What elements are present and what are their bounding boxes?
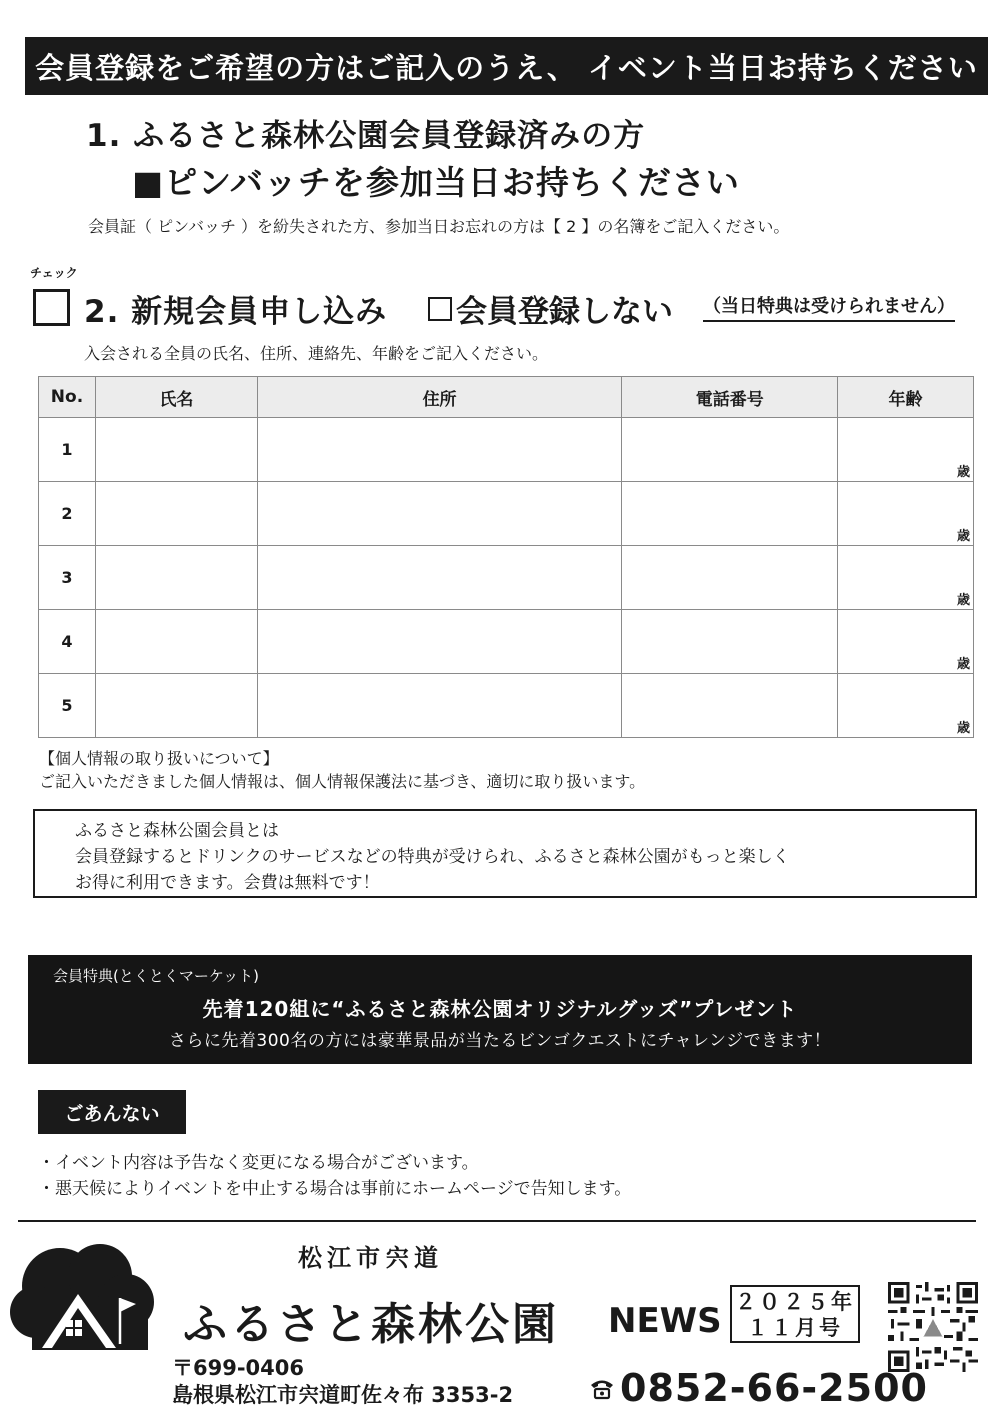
membership-info-line: ふるさと森林公園会員とは	[75, 821, 279, 841]
row-number: 3	[39, 546, 96, 610]
table-row	[39, 610, 974, 674]
issue-month: １１月号	[747, 1316, 843, 1340]
privacy-heading: 【個人情報の取り扱いについて】	[39, 749, 279, 768]
header-no: No.	[39, 377, 96, 418]
town-name: 松江市宍道	[298, 1244, 443, 1272]
benefits-box	[28, 955, 972, 1064]
section1-subtitle: ■ピンバッチを参加当日お持ちください	[132, 163, 740, 202]
name-field[interactable]	[95, 482, 257, 546]
issue-year: ２０２５年	[735, 1290, 855, 1314]
row-number: 2	[39, 482, 96, 546]
section2-title: 2. 新規会員申し込み	[84, 294, 388, 330]
header-phone: 電話番号	[622, 377, 838, 418]
phone-number[interactable]: 0852-66-2500	[620, 1366, 928, 1410]
qr-code-icon[interactable]	[888, 1282, 978, 1372]
name-field[interactable]	[95, 546, 257, 610]
address-field[interactable]	[257, 482, 622, 546]
telephone-icon	[588, 1376, 616, 1402]
header-banner: 会員登録をご希望の方はご記入のうえ、 イベント当日お持ちください	[25, 37, 988, 95]
age-unit: 歳	[956, 657, 970, 672]
phone-field[interactable]	[622, 482, 838, 546]
privacy-body: ご記入いただきました個人情報は、個人情報保護法に基づき、適切に取り扱います。	[39, 772, 646, 791]
guide-item: ・イベント内容は予告なく変更になる場合がございます。	[38, 1153, 479, 1173]
guide-tab: ごあんない	[38, 1090, 186, 1134]
table-header-row	[39, 377, 974, 418]
age-field[interactable]	[838, 482, 974, 546]
age-unit: 歳	[956, 529, 970, 544]
age-field[interactable]	[838, 674, 974, 738]
table-row	[39, 482, 974, 546]
address-field[interactable]	[257, 610, 622, 674]
section1-note: 会員証（ ピンバッチ ）を紛失された方、参加当日お忘れの方は【 2 】の名簿をご記入ください。	[88, 217, 790, 236]
name-field[interactable]	[95, 610, 257, 674]
phone-field[interactable]	[622, 546, 838, 610]
news-label: NEWS	[608, 1301, 722, 1341]
membership-info-line: お得に利用できます。会費は無料です！	[75, 873, 380, 893]
header-name: 氏名	[95, 377, 257, 418]
benefits-line: 先着120組に“ふるさと森林公園オリジナルグッズ”プレゼント	[202, 997, 798, 1021]
no-registration-label: 会員登録しない	[456, 294, 673, 330]
tree-house-logo-icon	[8, 1236, 158, 1354]
age-field[interactable]	[838, 546, 974, 610]
name-field[interactable]	[95, 674, 257, 738]
membership-info-box	[33, 809, 977, 898]
table-row	[39, 418, 974, 482]
park-name: ふるさと森林公園	[183, 1299, 559, 1350]
age-field[interactable]	[838, 610, 974, 674]
phone-field[interactable]	[622, 418, 838, 482]
benefits-label: 会員特典(とくとくマーケット)	[53, 967, 259, 985]
postal-code: 〒699-0406	[172, 1356, 304, 1380]
footer-divider	[18, 1220, 976, 1222]
section1-title: 1. ふるさと森林公園会員登録済みの方	[86, 118, 646, 154]
no-registration-note: （当日特典は受けられません）	[703, 292, 955, 322]
table-row	[39, 674, 974, 738]
address: 島根県松江市宍道町佐々布 3353-2	[172, 1383, 514, 1407]
name-field[interactable]	[95, 418, 257, 482]
table-row	[39, 546, 974, 610]
age-unit: 歳	[956, 721, 970, 736]
address-field[interactable]	[257, 674, 622, 738]
age-field[interactable]	[838, 418, 974, 482]
row-number: 5	[39, 674, 96, 738]
header-address: 住所	[257, 377, 622, 418]
header-age: 年齢	[838, 377, 974, 418]
no-registration-checkbox[interactable]	[428, 297, 452, 321]
new-member-checkbox[interactable]	[33, 289, 70, 326]
no-registration-option[interactable]	[428, 286, 673, 331]
age-unit: 歳	[956, 593, 970, 608]
member-registration-table	[38, 376, 974, 738]
address-field[interactable]	[257, 546, 622, 610]
guide-item: ・悪天候によりイベントを中止する場合は事前にホームページで告知します。	[38, 1179, 632, 1199]
row-number: 1	[39, 418, 96, 482]
phone-field[interactable]	[622, 674, 838, 738]
membership-info-line: 会員登録するとドリンクのサービスなどの特典が受けられ、ふるさと森林公園がもっと楽しく	[75, 847, 790, 867]
benefits-line: さらに先着300名の方には豪華景品が当たるビンゴクエストにチャレンジできます！	[168, 1031, 832, 1051]
section2-note: 入会される全員の氏名、住所、連絡先、年齢をご記入ください。	[84, 344, 549, 363]
address-field[interactable]	[257, 418, 622, 482]
phone-field[interactable]	[622, 610, 838, 674]
row-number: 4	[39, 610, 96, 674]
check-label: チェック	[30, 266, 78, 280]
issue-box	[730, 1285, 860, 1343]
age-unit: 歳	[956, 465, 970, 480]
